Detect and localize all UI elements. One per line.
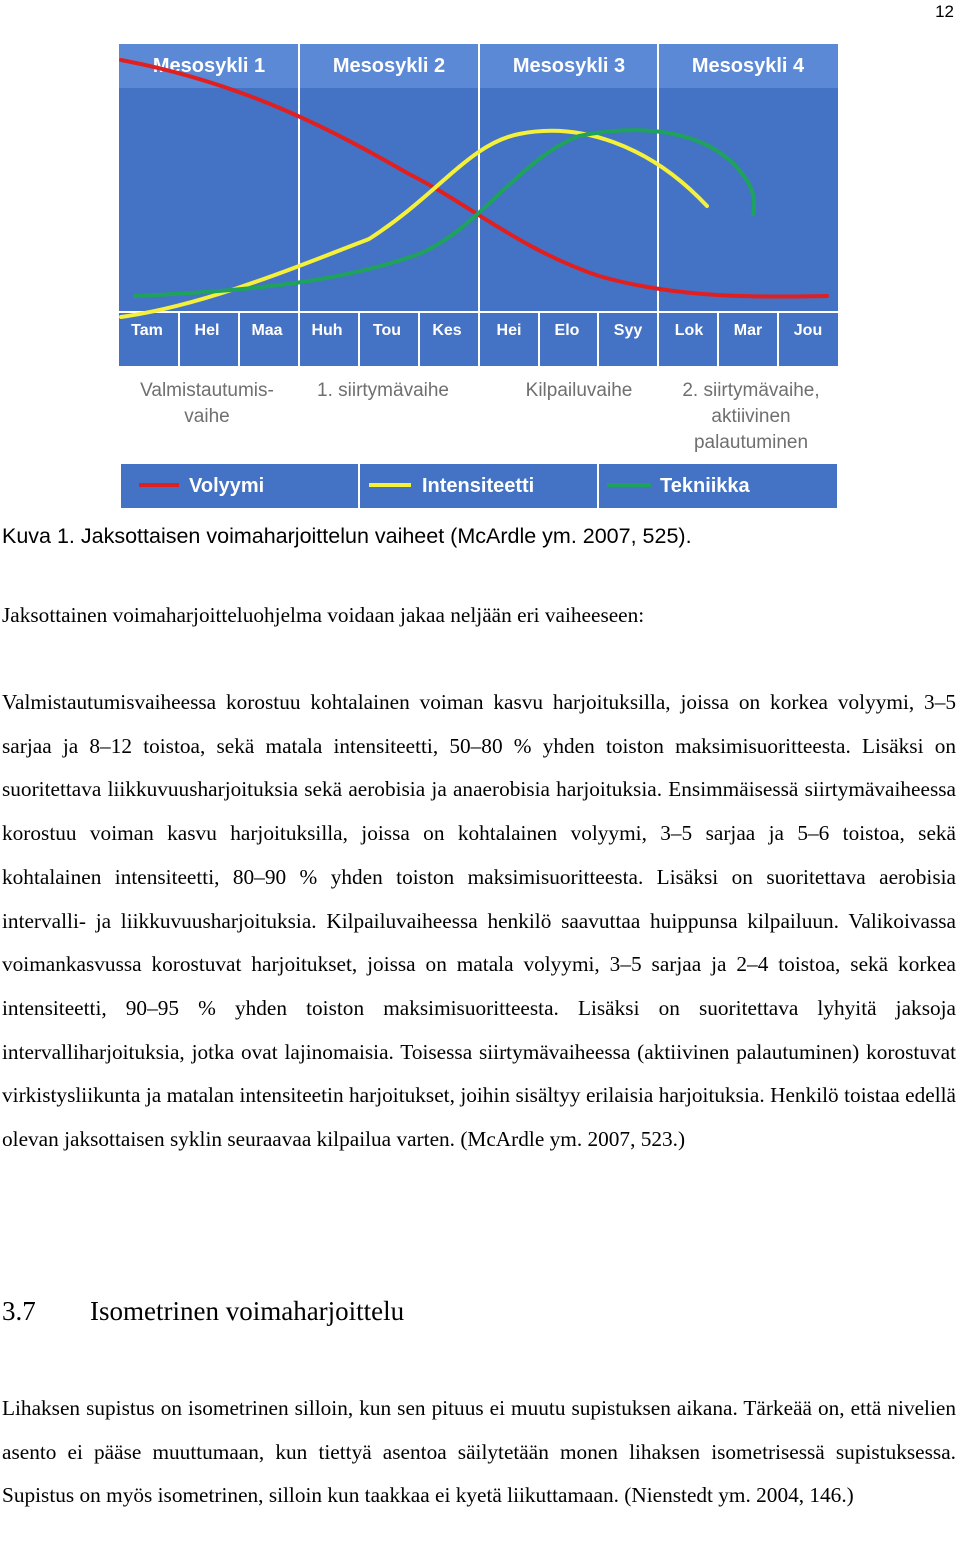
month-label: Hei xyxy=(496,322,522,339)
section-heading xyxy=(2,1296,404,1327)
mesocycle-label: Mesosykli 3 xyxy=(512,55,626,77)
phase-label: aktiivinen xyxy=(711,406,791,427)
mesocycle-label: Mesosykli 4 xyxy=(691,55,805,77)
mesocycle-label: Mesosykli 2 xyxy=(332,55,446,77)
isometric-paragraph: Lihaksen supistus on isometrinen silloin, kun sen pituus ei muutu supistuksen aikana. Tärkeää on, että nivelien asento ei pääse muuttumaan, kun tiettyä asentoa säilytetään monen lihaksen isometrisessä supistuksessa. Supistus on myös isometrinen, silloin kun taakkaa ei kyetä liikuttamaan. (Nienstedt ym. 2004, 146.) xyxy=(2,1396,956,1508)
month-label: Hel xyxy=(194,322,220,339)
phase-label: vaihe xyxy=(184,406,230,427)
month-label: Tou xyxy=(372,322,402,339)
phase-label: 2. siirtymävaihe, xyxy=(682,380,820,401)
page-number: 12 xyxy=(935,2,954,21)
legend-label: Tekniikka xyxy=(660,475,750,497)
section-title: Isometrinen voimaharjoittelu xyxy=(90,1296,405,1326)
month-label: Mar xyxy=(733,322,763,339)
periodization-figure xyxy=(119,44,838,510)
periodization-diagram xyxy=(119,44,838,510)
month-label: Lok xyxy=(674,322,704,339)
phase-label: palautuminen xyxy=(693,432,809,453)
month-label: Maa xyxy=(251,322,283,339)
month-label: Jou xyxy=(793,322,823,339)
month-label: Elo xyxy=(554,322,580,339)
mesocycle-label: Mesosykli 1 xyxy=(152,55,266,77)
month-label: Huh xyxy=(311,322,343,339)
phase-label: Valmistautumis- xyxy=(140,380,274,401)
legend-label: Intensiteetti xyxy=(422,475,535,497)
phase-label: 1. siirtymävaihe xyxy=(317,380,449,401)
month-label: Kes xyxy=(432,322,462,339)
phases-paragraph: Valmistautumisvaiheessa korostuu kohtalainen voiman kasvu harjoituksilla, joissa on korkea volyymi, 3–5 sarjaa ja 8–12 toistoa, sekä matala intensiteetti, 50–80 % yhden toiston maksimisuoritteesta. Lisäksi on suoritettava liikkuvuusharjoituksia sekä aerobisia ja anaerobisia harjoituksia. Ensimmäisessä siirtymävaiheessa korostuu voiman kasvu harjoituksilla, joissa on kohtalainen volyymi, 3–5 sarjaa ja 5–6 toistoa, sekä kohtalainen intensiteetti, 80–90 % yhden toiston maksimisuoritteesta. Lisäksi on suoritettava aerobisia intervalli- ja liikkuvuusharjoituksia. Kilpailuvaiheessa henkilö saavuttaa huippunsa kilpailuun. Valikoivassa voimankasvussa korostuvat harjoitukset, joissa on matala volyymi, 3–5 sarjaa ja 2–4 toistoa, sekä korkea intensiteetti, 90–95 % yhden toiston maksimisuoritteesta. Lisäksi on suoritettava lyhyitä jaksoja intervalliharjoituksia, jotka ovat lajinomaisia. Toisessa siirtymävaiheessa (aktiivinen palautuminen) korostuvat virkistysliikunta ja matalan intensiteetin harjoitukset, joihin sisältyy erilaisia harjoituksia. Henkilö toistaa edellä olevan jaksottaisen syklin seuraavaa kilpailua varten. (McArdle ym. 2007, 523.) xyxy=(2,690,956,1152)
phase-label: Kilpailuvaihe xyxy=(525,380,633,401)
month-label: Syy xyxy=(613,322,643,339)
intro-paragraph: Jaksottainen voimaharjoitteluohjelma voidaan jakaa neljään eri vaiheeseen: xyxy=(2,603,645,627)
section-number: 3.7 xyxy=(2,1296,36,1326)
legend-label: Volyymi xyxy=(189,475,265,497)
month-label: Tam xyxy=(131,322,163,339)
figure-caption: Kuva 1. Jaksottaisen voimaharjoittelun vaiheet (McArdle ym. 2007, 525). xyxy=(2,524,692,548)
